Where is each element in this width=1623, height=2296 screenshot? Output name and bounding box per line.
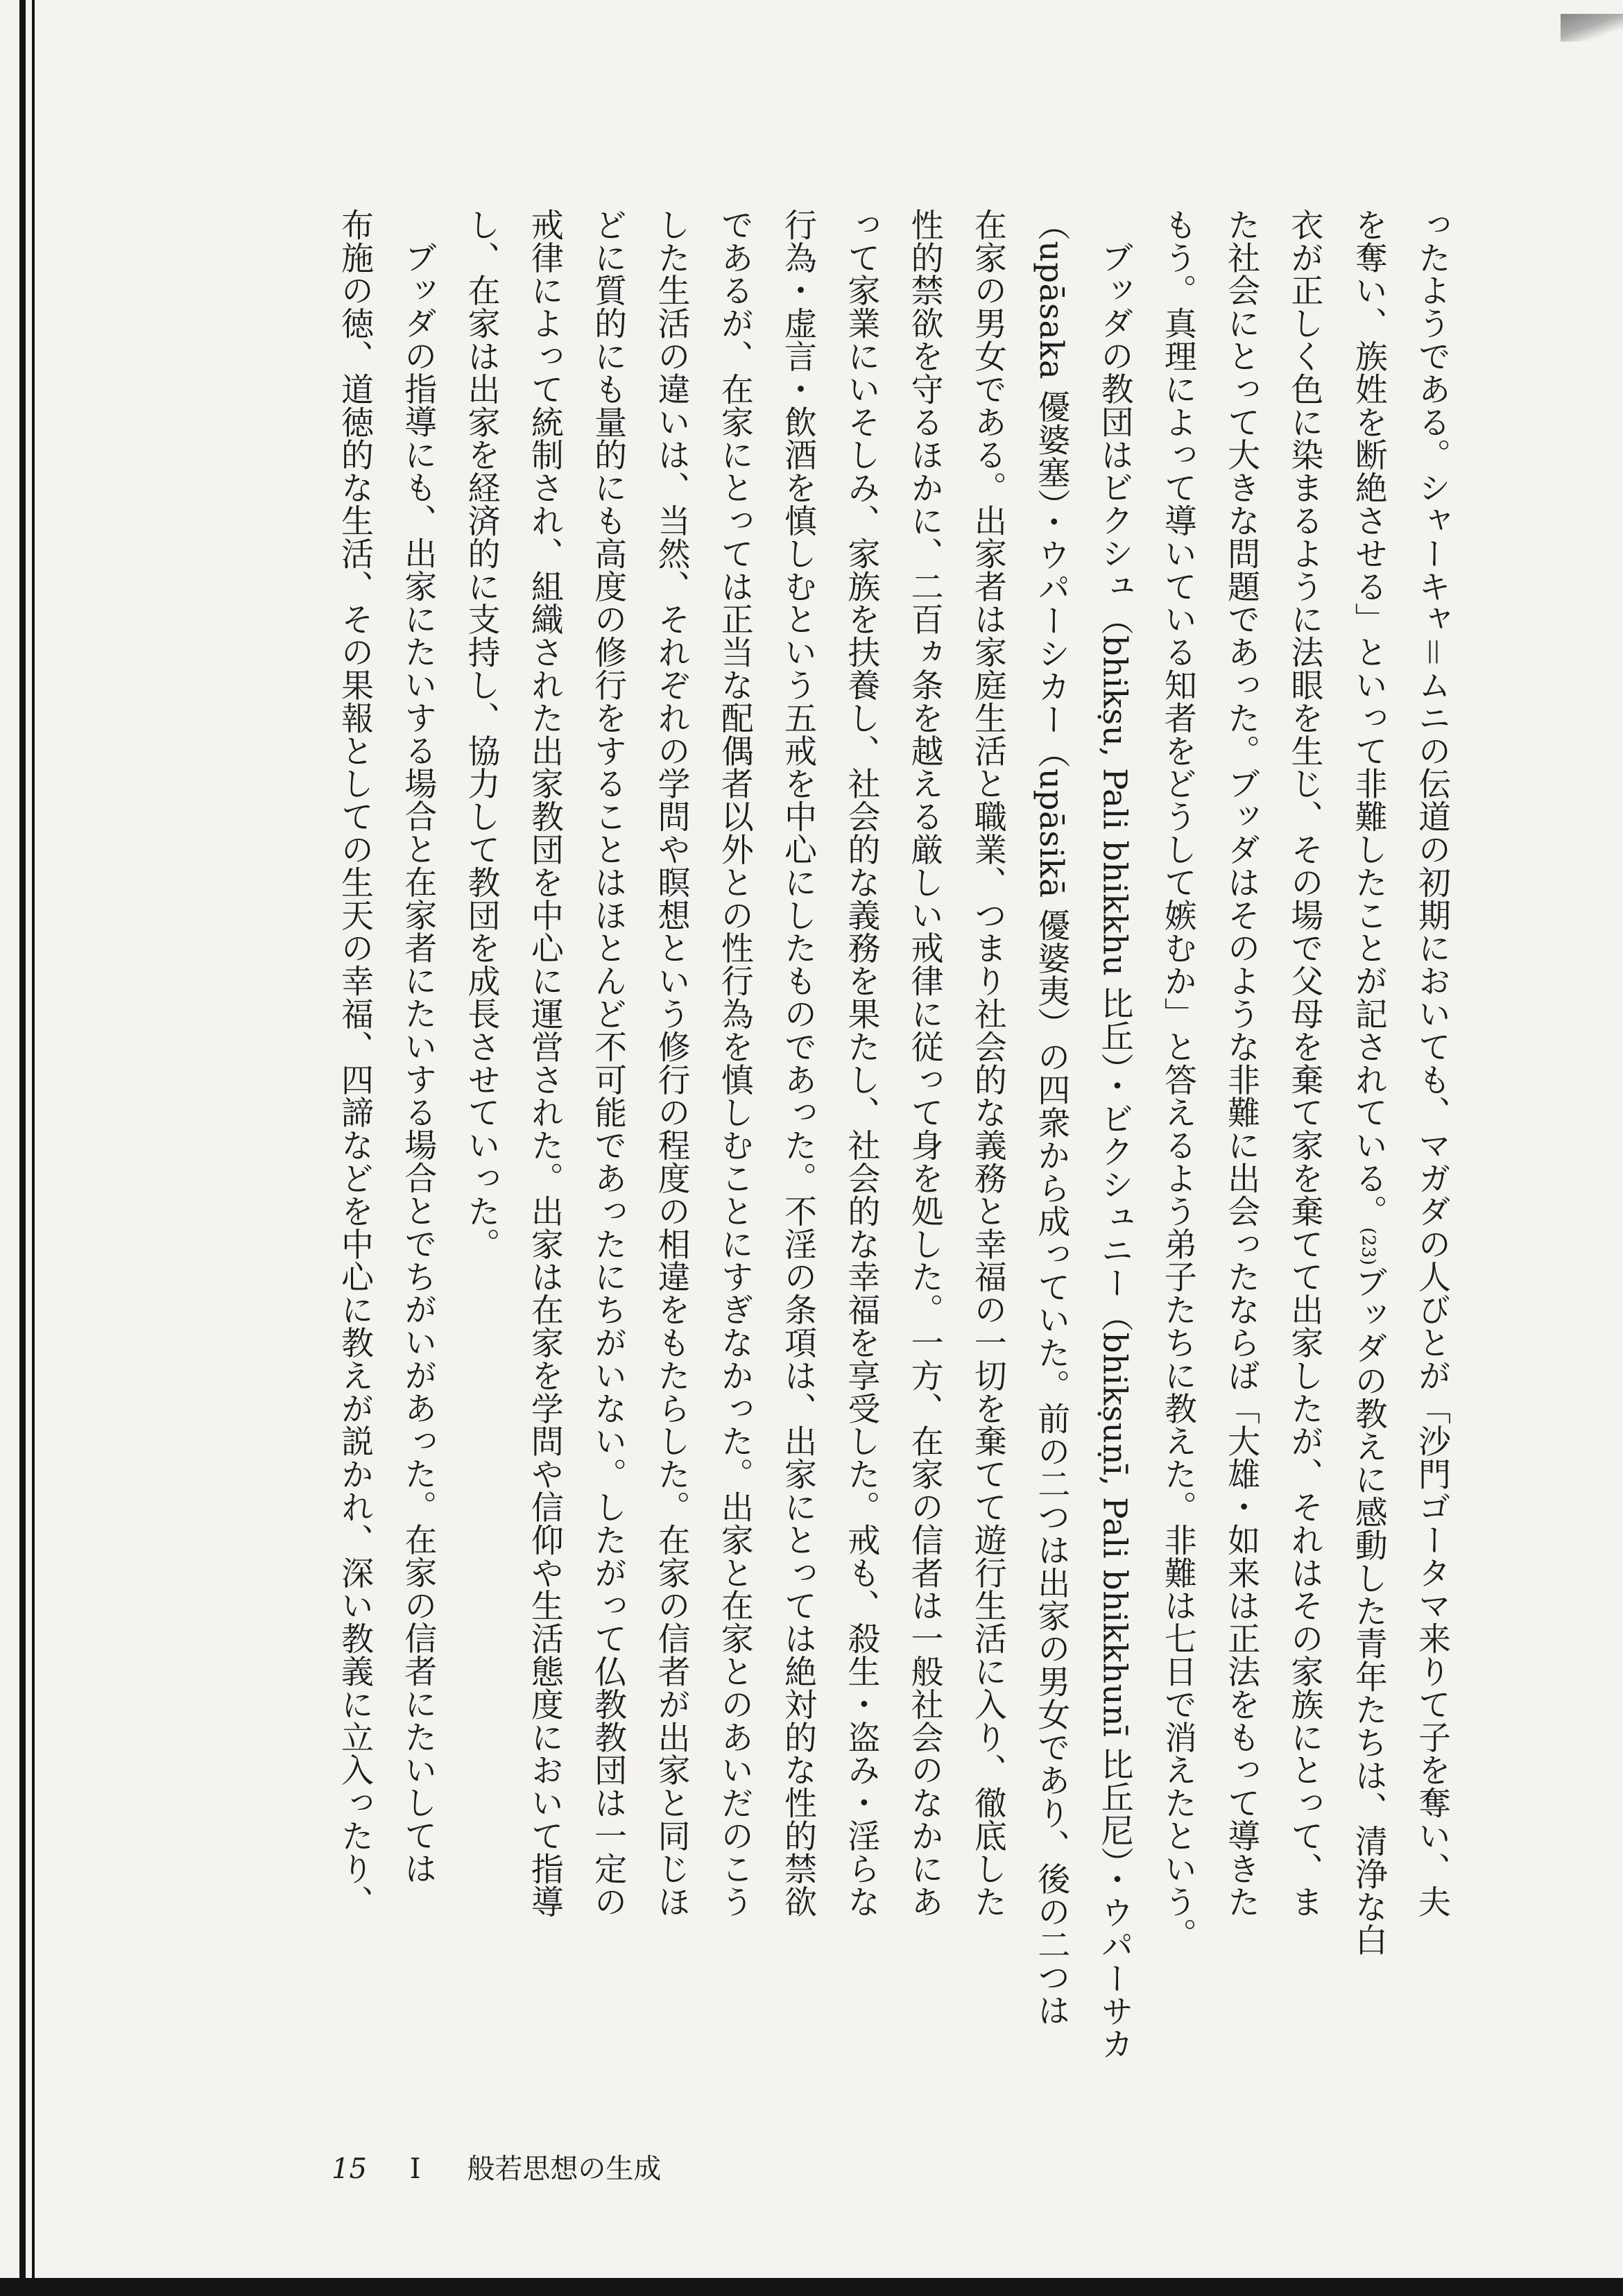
vertical-body-text <box>323 208 1463 2061</box>
text-line <box>1336 208 1400 2025</box>
text-line: （upāsaka 優婆塞）・ウパーシカー（upāsikā 優婆夷）の四衆から成っていた。前の二つは出家の男女であり、後の二つは <box>1032 208 1071 2027</box>
text-line: 衣が正しく色に染まるように法眼を生じ、その場で父母を棄て家を棄てて出家したが、それはその家族にとって、ま <box>1285 208 1324 1918</box>
text-line-head: を奪い、族姓を断絶させる」といって非難したことが記されている。 <box>1349 208 1388 1228</box>
text-line: ブッダの指導にも、出家にたいする場合と在家者にたいする場合とでちがいがあった。在家の信者にたいしては <box>399 241 438 1885</box>
text-line: し、在家は出家を経済的に支持し、協力して教団を成長させていった。 <box>462 208 501 1260</box>
text-line-tail: ブッダの教えに感動した青年たちは、清浄な白 <box>1349 1265 1388 1956</box>
text-line: 布施の徳、道徳的な生活、その果報としての生天の幸福、四諦などを中心に教えが説かれ、深い教義に立入ったり、 <box>335 208 374 1918</box>
part-number: I <box>409 2153 421 2185</box>
binding-line-outer <box>19 0 26 2296</box>
text-line: もう。真理によって導いている知者をどうして嫉むか」と答えるよう弟子たちに教えた。非難は七日で消えたという。 <box>1158 208 1197 1951</box>
text-line: って家業にいそしみ、家族を扶養し、社会的な義務を果たし、社会的な幸福を享受した。戒も、殺生・盗み・淫らな <box>842 208 881 1918</box>
text-line: 在家の男女である。出家者は家庭生活と職業、つまり社会的な義務と幸福の一切を棄てて遊行生活に入り、徹底した <box>968 208 1007 1918</box>
text-line: した生活の違いは、当然、それぞれの学問や瞑想という修行の程度の相違をもたらした。在家の信者が出家と同じほ <box>652 208 691 1918</box>
text-line: ブッダの教団はビクシュ（bhikṣu, Pali bhikkhu 比丘）・ビクシュニー（bhikṣuṇī, Pali bhikkhunī 比丘尼）・ウパーサカ <box>1095 241 1134 2061</box>
chapter-title: 般若思想の生成 <box>467 2153 662 2185</box>
page-footer <box>332 2147 661 2186</box>
text-line: 行為・虚言・飲酒を慎しむという五戒を中心にしたものであった。不淫の条項は、出家にとっては絶対的な性的禁欲 <box>779 208 818 1918</box>
footnote-reference: (23) <box>1357 1227 1379 1266</box>
text-line: 性的禁欲を守るほかに、二百ヵ条を越える厳しい戒律に従って身を処した。一方、在家の信者は一般社会のなかにあ <box>905 208 944 1918</box>
text-line: であるが、在家にとっては正当な配偶者以外との性行為を慎しむことにすぎなかった。出家と在家とのあいだのこう <box>715 208 754 1918</box>
text-line: どに質的にも量的にも高度の修行をすることはほとんど不可能であったにちがいない。したがって仏教教団は一定の <box>589 208 628 1918</box>
text-line: 戒律によって統制され、組織された出家教団を中心に運営された。出家は在家を学問や信仰や生活態度において指導 <box>525 208 564 1918</box>
binding-line-inner <box>32 0 35 2296</box>
text-line: ったようである。シャーキャ＝ムニの伝道の初期においても、マガダの人びとが「沙門ゴータマ来りて子を奪い、夫 <box>1413 208 1451 1918</box>
text-line: た社会にとって大きな問題であった。ブッダはそのような非難に出会ったならば「大雄・如来は正法をもって導きた <box>1222 208 1261 1918</box>
scan-bottom-edge <box>0 2278 1623 2296</box>
scan-corner-mark <box>1561 14 1623 42</box>
page-number: 15 <box>332 2153 367 2185</box>
